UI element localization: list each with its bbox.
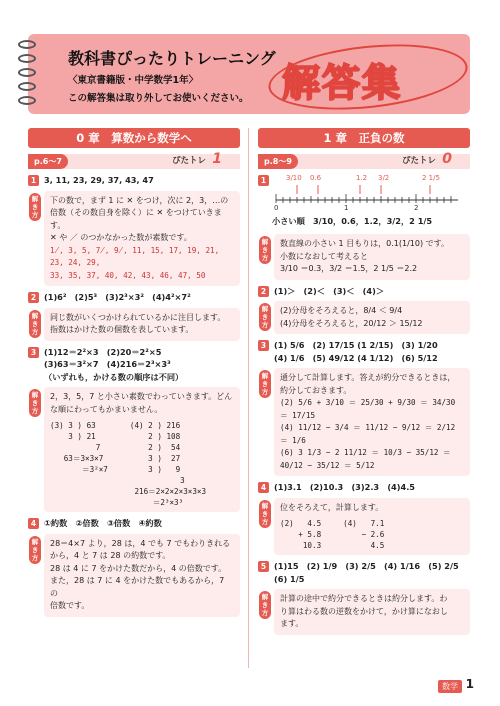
- factorization-63: (3) 3 ) 63 3 ) 21 7 63＝3×3×7 ＝3²×7: [50, 421, 108, 474]
- explanation-line: 28 は 4 に 7 をかけた数だから，4 の倍数です。: [50, 563, 227, 573]
- pitatore-level: 0: [442, 151, 452, 167]
- answer: 3, 11, 23, 29, 37, 43, 47: [44, 175, 154, 185]
- column-divider: [248, 128, 249, 668]
- explanation-line: 3/10 ＝0.3，3/2 ＝1.5，2 1/5 ＝2.2: [280, 264, 418, 273]
- question-number: 3: [28, 347, 39, 358]
- explanation: [261, 234, 470, 280]
- answer-key-title: 解答集: [282, 61, 403, 105]
- pitatore-level: 1: [212, 151, 222, 167]
- question-5: [258, 560, 470, 585]
- sieve-numbers: 33, 35, 37, 40, 42, 43, 46, 47, 50: [50, 270, 206, 280]
- explanation-line: 倍数（その数自身を除く）に ✕ をつけていきます。: [50, 208, 222, 230]
- explanation-line: 小数になおして考えると: [280, 251, 368, 261]
- explanation-line: 下の数で，まず 1 に ✕ をつけ，次に 2，3，…の: [50, 195, 229, 205]
- explanation-line: り算はわる数の逆数をかけて，かけ算になおし: [280, 606, 448, 616]
- column-addition-work: [280, 518, 464, 551]
- answer: (1)15 (2) 1/9 (3) 2/5 (4) 1/16 (5) 2/5 (6) 1/5: [274, 561, 467, 584]
- page-range: p.6〜7: [28, 154, 68, 169]
- explanation-line: 倍数です。: [50, 601, 90, 610]
- nl-tick-label: 1: [344, 204, 349, 212]
- solution-tip-badge: 解き方: [259, 591, 271, 619]
- explanation: [31, 308, 240, 341]
- answer: (1)3.1 (2)10.3 (3)2.3 (4)4.5: [274, 482, 415, 492]
- book-title: 教科書ぴったりトレーニング: [68, 49, 276, 68]
- explanation: [261, 498, 470, 556]
- explanation-line: 28＝4×7 より，28 は，4 でも 7 でもわりきれる: [50, 538, 231, 548]
- chapter-heading: 1 章 正負の数: [258, 128, 470, 148]
- nl-label: 1.2: [356, 174, 368, 182]
- answer: ①約数 ②倍数 ③倍数 ④約数: [44, 518, 162, 528]
- binder-rings: [18, 40, 42, 110]
- calc-addition: (2) 4.5 + 5.8 10.3: [280, 519, 322, 550]
- explanation-line: 同じ数がいくつかけられているかに注目します。: [50, 312, 226, 322]
- explanation-line: また，28 は 7 に 4 をかけた数でもあるから，7 の: [50, 576, 225, 598]
- solution-tip-badge: 解き方: [29, 536, 41, 564]
- explanation-line: ます。: [280, 619, 304, 628]
- question-number: 4: [258, 482, 269, 493]
- subject-tag: 数学: [438, 680, 462, 693]
- explanation-line: (2)分母をそろえると，8/4 ＜ 9/4: [280, 306, 403, 315]
- question-number: 1: [258, 175, 269, 186]
- explanation-line: 約分しておきます。: [280, 385, 352, 395]
- explanation: [261, 589, 470, 635]
- explanation: [31, 534, 240, 617]
- answer: (3)63＝3²×7 (4)216＝2³×3³: [44, 359, 171, 369]
- explanation: [31, 191, 240, 287]
- calc-line: (4) 11/12 − 3/4 ＝ 11/12 − 9/12 ＝ 2/12 ＝ 1/6: [280, 423, 456, 445]
- sieve-numbers: 1̸, 3, 5, 7̸, 9̸, 11, 15, 17, 19, 21, 23, 24, 29,: [50, 245, 220, 267]
- nl-tick-label: 0: [274, 204, 279, 212]
- question-number: 3: [258, 340, 269, 351]
- calc-subtraction: (4) 7.1 − 2.6 4.5: [343, 519, 385, 550]
- calc-line: (6) 3 1/3 − 2 11/12 ＝ 10/3 − 35/12 ＝ 40/12 − 35/12 ＝ 5/12: [280, 448, 451, 470]
- number-line: [272, 174, 470, 230]
- question-number: 2: [28, 292, 39, 303]
- solution-tip-badge: 解き方: [259, 303, 271, 331]
- explanation: [261, 301, 470, 334]
- explanation-line: ✕ や ／ のつかなかった数が素数です。: [50, 233, 192, 242]
- question-4: [28, 517, 240, 530]
- left-column: [28, 128, 240, 617]
- solution-tip-badge: 解き方: [29, 389, 41, 417]
- explanation-line: な順にわってもかまいません。: [50, 404, 163, 414]
- nl-tick-label: 2: [414, 204, 419, 212]
- nl-label: 3/10: [286, 174, 302, 182]
- answer: (1)12＝2²×3 (2)20＝2²×5: [44, 346, 162, 357]
- removal-note: この解答集は取り外してお使いください。: [68, 93, 249, 104]
- explanation-line: 指数はかけた数の個数を表しています。: [50, 325, 194, 334]
- question-number: 5: [258, 561, 269, 572]
- page-range: p.8〜9: [258, 154, 298, 169]
- question-1: [28, 174, 240, 187]
- answer: (1)6² (2)5³ (3)2³×3² (4)4²×7²: [44, 292, 191, 302]
- calc-line: (2) 5/6 + 3/10 ＝ 25/30 + 9/30 ＝ 34/30 ＝ 17/15: [280, 398, 456, 420]
- explanation: [31, 387, 240, 512]
- solution-tip-badge: 解き方: [259, 370, 271, 398]
- explanation-line: 計算の途中で約分できるときは約分します。わ: [280, 594, 448, 603]
- nl-label: 3/2: [378, 174, 390, 182]
- answer: (4) 1/6 (5) 49/12 (4 1/12) (6) 5/12: [274, 352, 438, 363]
- answer: (1) 5/6 (2) 17/15 (1 2/15) (3) 1/20: [274, 340, 438, 350]
- pitatore-label: ぴたトレ: [171, 156, 206, 166]
- solution-tip-badge: 解き方: [259, 500, 271, 528]
- ordered-answer: 小さい順 3/10，0.6，1.2，3/2，2 1/5: [272, 216, 433, 226]
- explanation-line: (4)分母をそろえると，20/12 ＞ 15/12: [280, 318, 423, 328]
- chapter-heading: 0 章 算数から数学へ: [28, 128, 240, 148]
- solution-tip-badge: 解き方: [259, 236, 271, 264]
- question-2: [28, 291, 240, 304]
- question-number: 4: [28, 518, 39, 529]
- page-range-row: [28, 151, 240, 169]
- question-2: [258, 285, 470, 298]
- page-range-row: [258, 151, 470, 169]
- pitatore-label: ぴたトレ: [401, 156, 436, 166]
- answer: (1)＞ (2)＜ (3)＜ (4)＞: [274, 285, 385, 296]
- question-3: [28, 346, 240, 384]
- factorization-work: [50, 420, 234, 508]
- question-4: [258, 481, 470, 494]
- answer-note: （いずれも，かける数の順序は不同）: [44, 371, 184, 382]
- right-column: [258, 128, 470, 635]
- page-number: 1: [465, 677, 474, 691]
- explanation: [261, 368, 470, 476]
- solution-tip-badge: 解き方: [29, 193, 41, 221]
- book-subtitle: 〈東京書籍版・中学数学1年〉: [68, 75, 199, 86]
- explanation-line: 数直線の小さい 1 目もりは，0.1(1/10) です。: [280, 239, 450, 248]
- explanation-line: 位をそろえて，計算します。: [280, 502, 384, 512]
- question-number: 2: [258, 286, 269, 297]
- explanation-line: 2，3，5，7 と小さい素数でわっていきます。どん: [50, 392, 233, 401]
- question-3: [258, 339, 470, 364]
- factorization-216: (4) 2 ) 216 2 ) 108 2 ) 54 3 ) 27 3 ) 9 3 216＝2×2×2×3×3×3 ＝2³×3³: [129, 421, 207, 507]
- solution-tip-badge: 解き方: [29, 310, 41, 338]
- question-number: 1: [28, 175, 39, 186]
- explanation-line: から，4 と 7 は 28 の約数です。: [50, 551, 171, 560]
- nl-label: 0.6: [310, 174, 322, 182]
- nl-label: 2 1/5: [422, 174, 440, 182]
- explanation-line: 通分して計算します。答えが約分できるときは，: [280, 373, 456, 382]
